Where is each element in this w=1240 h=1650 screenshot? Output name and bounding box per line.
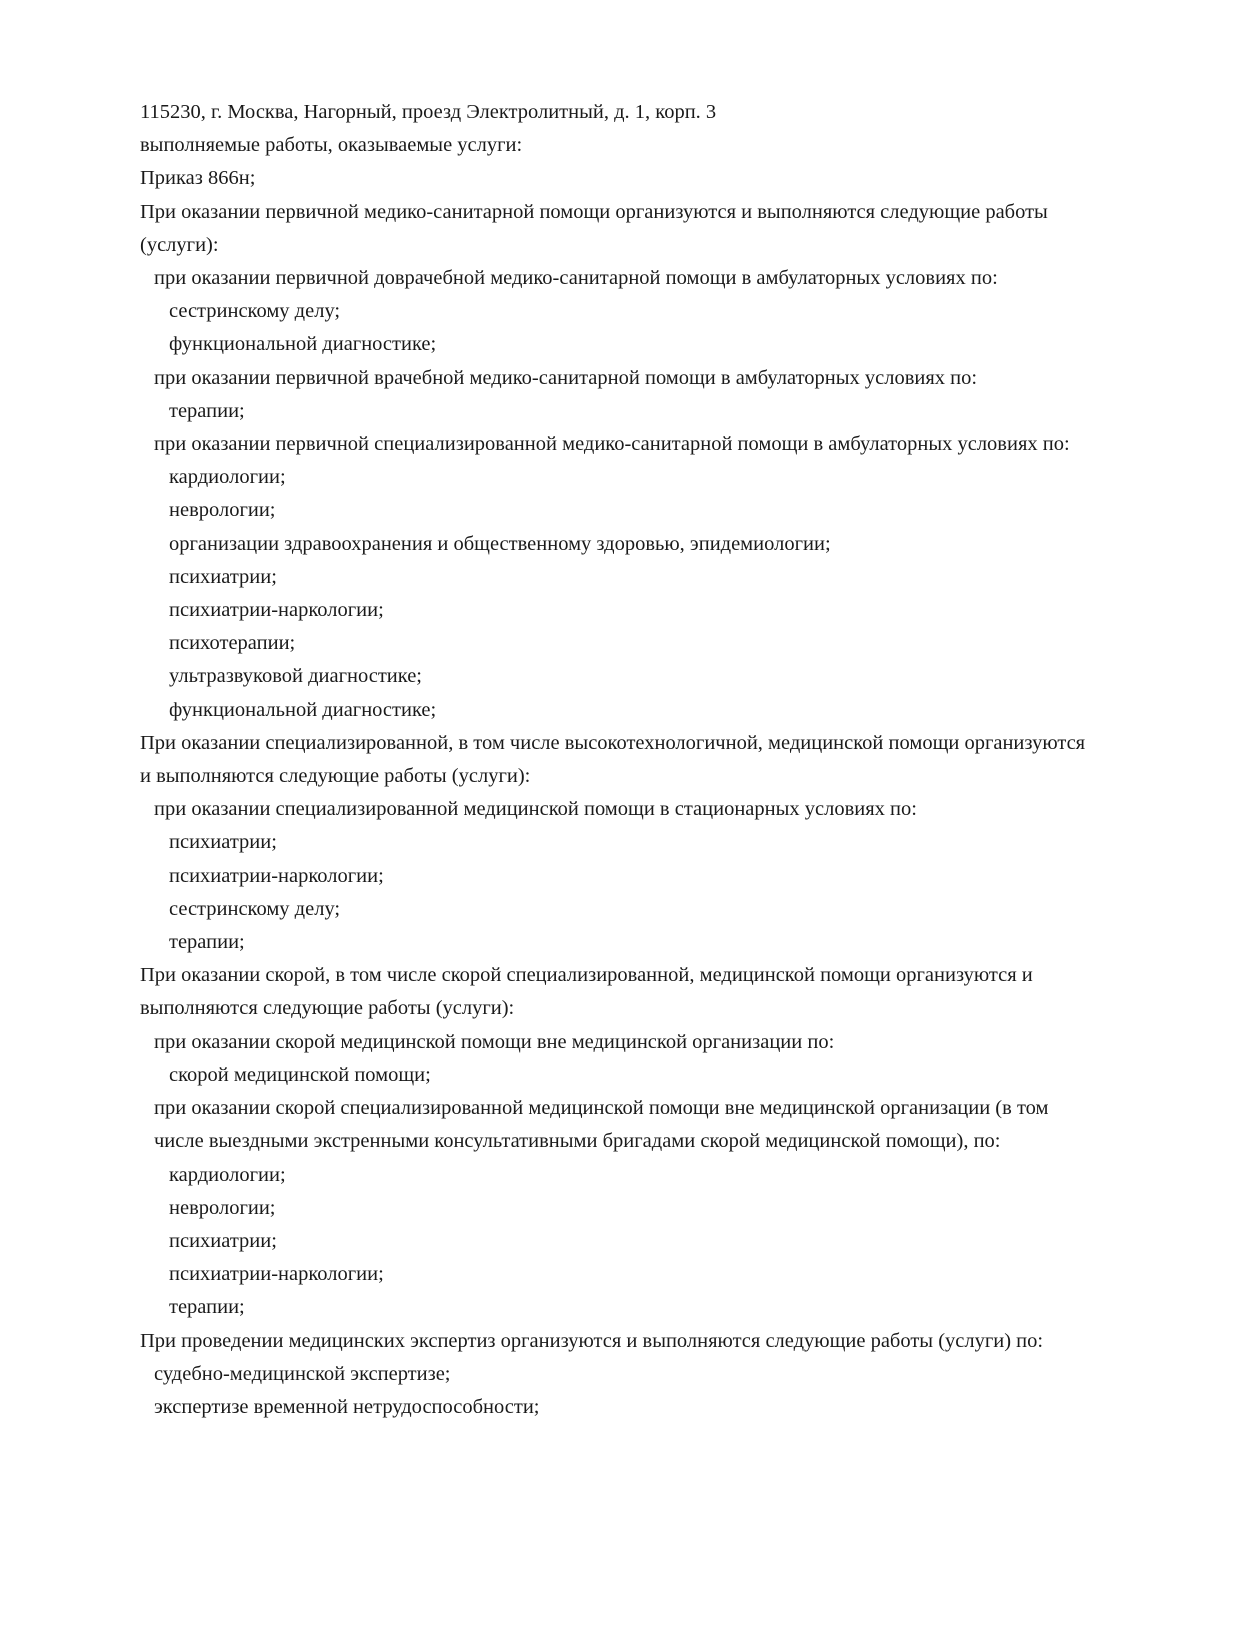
service-line: сестринскому делу; — [169, 897, 341, 920]
service-line: при оказании первичной доврачебной медико-санитарной помощи в амбулаторных условиях по: — [154, 267, 998, 290]
service-line: при оказании скорой медицинской помощи вне медицинской организации по: — [154, 1030, 835, 1053]
service-line: При оказании скорой, в том числе скорой специализированной, медицинской помощи организуются и выполняются следующие работы (услуги): — [140, 964, 1038, 1020]
service-line: психиатрии-наркологии; — [169, 599, 384, 622]
service-line: функциональной диагностике; — [169, 333, 437, 356]
service-line: судебно-медицинской экспертизе; — [154, 1362, 451, 1385]
service-line: терапии; — [169, 931, 245, 954]
service-line: психиатрии-наркологии; — [169, 864, 384, 887]
service-line: при оказании первичной врачебной медико-санитарной помощи в амбулаторных условиях по: — [154, 366, 978, 389]
order-reference: Приказ 866н; — [140, 167, 256, 190]
service-line: при оказании скорой специализированной медицинской помощи вне медицинской организации (в том числе выездными экстренными консультативными бригадами скорой медицинской помощи), по: — [154, 1097, 1054, 1153]
service-line: психиатрии; — [169, 1229, 277, 1252]
service-line: при оказании специализированной медицинской помощи в стационарных условиях по: — [154, 798, 917, 821]
service-line: скорой медицинской помощи; — [169, 1063, 431, 1086]
service-line: При проведении медицинских экспертиз организуются и выполняются следующие работы (услуги) по: — [140, 1329, 1044, 1352]
service-line: психиатрии; — [169, 565, 277, 588]
service-line: при оказании первичной специализированной медико-санитарной помощи в амбулаторных условиях по: — [154, 433, 1070, 456]
service-line: сестринскому делу; — [169, 300, 341, 323]
service-line: терапии; — [169, 1296, 245, 1319]
document-body — [140, 96, 1100, 1424]
service-line: При оказании специализированной, в том числе высокотехнологичной, медицинской помощи организуются и выполняются следующие работы (услуги): — [140, 731, 1091, 788]
service-line: ультразвуковой диагностике; — [169, 665, 422, 688]
service-line: психиатрии; — [169, 831, 277, 854]
service-line: организации здравоохранения и общественному здоровью, эпидемиологии; — [169, 532, 831, 555]
service-line: экспертизе временной нетрудоспособности; — [154, 1395, 540, 1418]
service-line: психотерапии; — [169, 632, 296, 655]
services-list — [140, 196, 1100, 1425]
service-line: кардиологии; — [169, 466, 286, 489]
service-line: психиатрии-наркологии; — [169, 1263, 384, 1286]
service-line: неврологии; — [169, 499, 276, 522]
service-line: терапии; — [169, 399, 245, 422]
service-line: функциональной диагностике; — [169, 698, 437, 721]
service-line: При оказании первичной медико-санитарной помощи организуются и выполняются следующие работы (услуги): — [140, 200, 1053, 256]
document-subtitle: выполняемые работы, оказываемые услуги: — [140, 134, 523, 157]
service-line: неврологии; — [169, 1196, 276, 1219]
facility-address: 115230, г. Москва, Нагорный, проезд Электролитный, д. 1, корп. 3 — [140, 101, 717, 123]
service-line: кардиологии; — [169, 1163, 286, 1186]
